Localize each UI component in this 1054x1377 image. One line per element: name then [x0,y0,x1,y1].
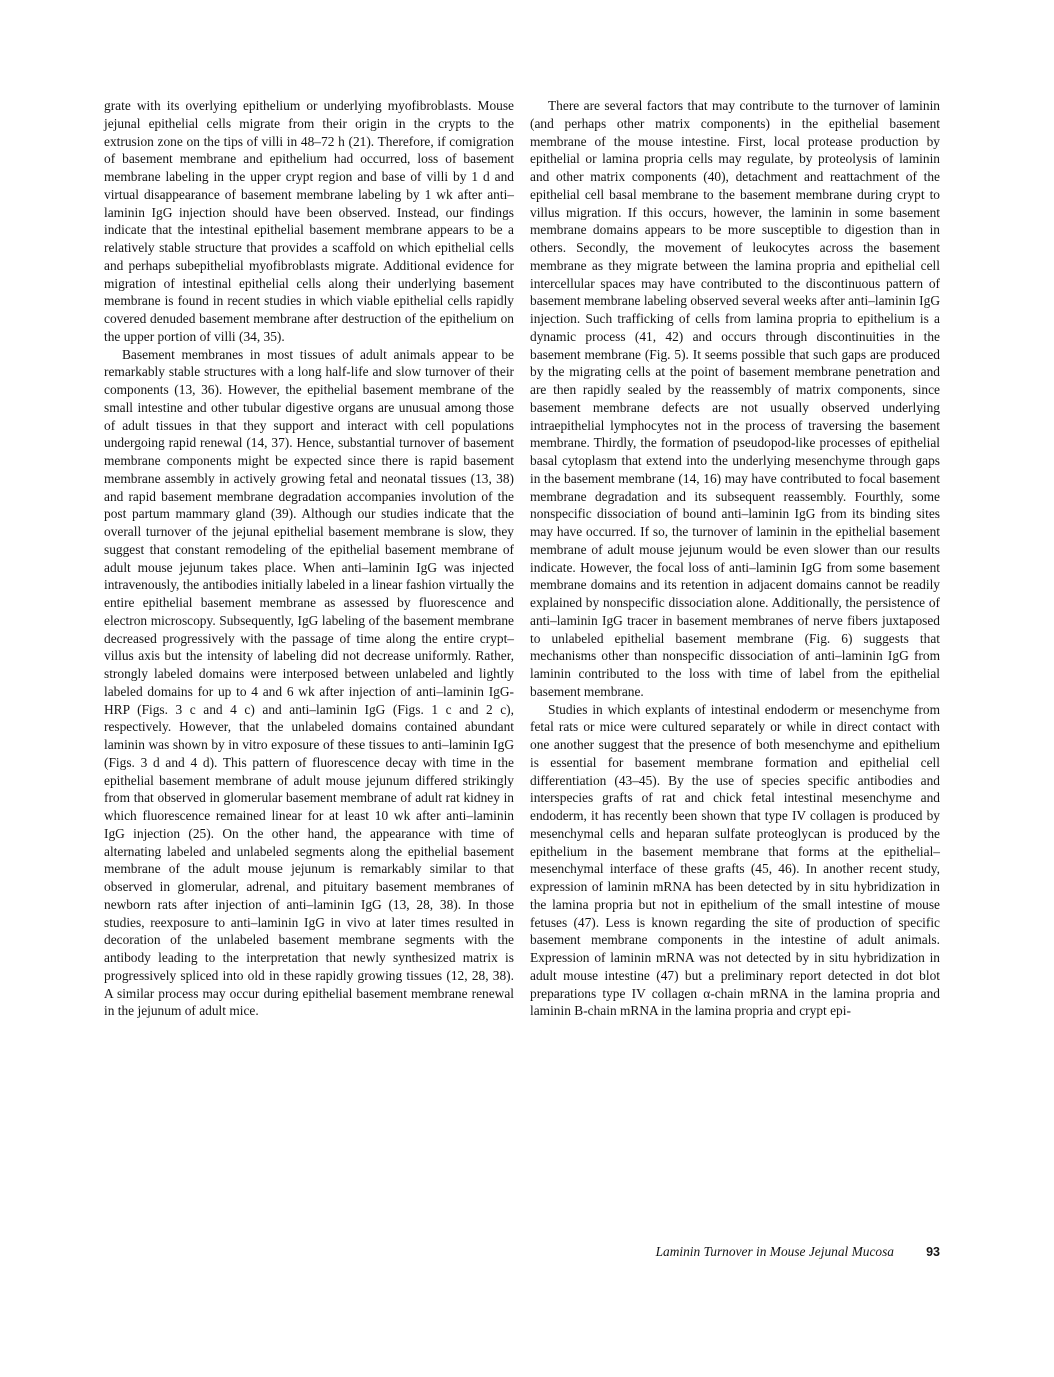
left-text-column [104,97,514,1020]
page-number: 93 [926,1245,940,1259]
running-title: Laminin Turnover in Mouse Jejunal Mucosa [655,1244,894,1259]
body-paragraph: grate with its overlying epithelium or underlying myofibroblasts. Mouse jejunal epithelial cells migrate from their origin in the crypts to the extrusion zone on the tips of villi in 48–72 h (21). Therefore, if comigration of basement membrane and epithelium had occurred, loss of basement membrane labeling in the upper crypt region and base of villi by 1 d and virtual disappearance of basement membrane labeling by 1 wk after anti–laminin IgG injection should have been observed. Instead, our findings indicate that the intestinal epithelial basement membrane appears to be a relatively stable structure that provides a scaffold on which epithelial cells and perhaps subepithelial myofibroblasts migrate. Additional evidence for migration of intestinal epithelial cells along their underlying basement membrane is found in recent studies in which viable epithelial cells rapidly covered denuded basement membrane after destruction of the epithelium on the upper portion of villi (34, 35). [104,98,514,344]
body-paragraph: Basement membranes in most tissues of adult animals appear to be remarkably stable structures with a long half-life and slow turnover of their components (13, 36). However, the epithelial basement membrane of the small intestine and other tubular digestive organs are unusual among those of adult tissues in that they support and interact with cell populations undergoing rapid renewal (14, 37). Hence, substantial turnover of basement membrane components might be expected since there is rapid basement membrane assembly in actively growing fetal and neonatal tissues (13, 38) and rapid basement membrane degradation accompanies involution of the post partum mammary gland (39). Although our studies indicate that the overall turnover of the jejunal epithelial basement membrane is slow, they suggest that constant remodeling of the epithelial basement membrane of adult mouse jejunum takes place. When anti–laminin IgG was injected intravenously, the antibodies initially labeled in a linear fashion virtually the entire epithelial basement membrane as assessed by fluorescence and electron microscopy. Subsequently, IgG labeling of the basement membrane decreased progressively with the passage of time along the entire crypt–villus axis but the intensity of labeling did not decrease uniformly. Rather, strongly labeled domains were interposed between unlabeled and lightly labeled domains for up to 4 and 6 wk after injection of anti–laminin IgG-HRP (Figs. 3 c and 4 c) and anti–laminin IgG (Figs. 1 c and 2 c), respectively. However, that the unlabeled domains contained abundant laminin was shown by in vitro exposure of these tissues to anti–laminin IgG (Figs. 3 d and 4 d). This pattern of fluorescence decay with time in the epithelial basement membrane of adult mouse jejunum differed strikingly from that observed in glomerular basement membrane of adult rat kidney in which fluorescence remained linear for at least 10 wk after anti–laminin IgG injection (25). On the other hand, the appearance with time of alternating labeled and unlabeled segments along the epithelial basement membrane of the adult mouse jejunum is remarkably similar to that observed in glomerular, adrenal, and pituitary basement membranes of newborn rats after injection of anti–laminin IgG (13, 28, 38). In those studies, reexposure to anti–laminin IgG in vivo at later times resulted in decoration of the unlabeled basement membrane segments with the antibody leading to the interpretation that newly synthesized matrix is progressively spliced into old in these rapidly growing tissues (12, 28, 38). A similar process may occur during epithelial basement membrane renewal in the jejunum of adult mice. [104,346,514,1019]
right-text-column [530,97,940,1020]
body-paragraph: Studies in which explants of intestinal endoderm or mesenchyme from fetal rats or mice were cultured separately or while in direct contact with one another suggest that the presence of both mesenchyme and epithelium is essential for basement membrane formation and epithelial cell differentiation (43–45). By the use of species specific antibodies and interspecies grafts of rat and chick fetal intestinal mesenchyme and endoderm, it has recently been shown that type IV collagen is produced by mesenchymal cells and heparan sulfate proteoglycan is produced by the epithelium in the basement membrane that forms at the epithelial–mesenchymal interface of these grafts (45, 46). In another recent study, expression of laminin mRNA has been detected by in situ hybridization in the lamina propria but not in epithelium of the small intestine of mouse fetuses (47). Less is known regarding the site of production of specific basement membrane components in the intestine of adult animals. Expression of laminin mRNA was not detected by in situ hybridization in adult mouse intestine (47) but a preliminary report detected in dot blot preparations type IV collagen α-chain mRNA in the lamina propria and laminin B-chain mRNA in the lamina propria and crypt epi- [530,701,940,1019]
page-footer [530,1244,940,1264]
body-paragraph: There are several factors that may contribute to the turnover of laminin (and perhaps other matrix components) in the epithelial basement membrane of the mouse intestine. First, local protease production by epithelial or lamina propria cells may regulate, by proteolysis of laminin and other matrix components (40), detachment and reattachment of the epithelial cell basal membrane to the basement membrane during crypt to villus migration. If this occurs, however, the laminin in some basement membrane domains appears to be more susceptible to digestion than in others. Secondly, the movement of leukocytes across the basement membrane as they migrate between the lamina propria and epithelial cell intercellular spaces may have contributed to the discontinuous pattern of basement membrane labeling observed several weeks after anti–laminin IgG injection. Such trafficking of cells from lamina propria to epithelium is a dynamic process (41, 42) and occurs through discontinuities in the basement membrane (Fig. 5). It seems possible that such gaps are produced by the migrating cells at the point of basement membrane penetration and are then rapidly sealed by the reassembly of matrix components, since basement membrane defects are not usually observed underlying intraepithelial lymphocytes not in the process of traversing the basement membrane. Thirdly, the formation of pseudopod-like processes of epithelial basal cytoplasm that extend into the underlying mesenchyme through gaps in the basement membrane (14, 16) may have contributed to focal basement membrane degradation and its subsequent reassembly. Fourthly, some nonspecific dissociation of bound anti–laminin IgG from its binding sites may have occurred. If so, the turnover of laminin in the epithelial basement membrane of adult mouse jejunum would be even slower than our results indicate. However, the focal loss of anti–laminin IgG from some basement membrane domains and its retention in adjacent domains cannot be readily explained by nonspecific dissociation alone. Additionally, the persistence of anti–laminin IgG tracer in basement membranes of nerve fibers juxtaposed to unlabeled epithelial basement membrane (Fig. 6) suggests that mechanisms other than nonspecific dissociation of anti–laminin IgG from laminin contributed to the loss with time of label from the epithelial basement membrane. [530,98,940,699]
